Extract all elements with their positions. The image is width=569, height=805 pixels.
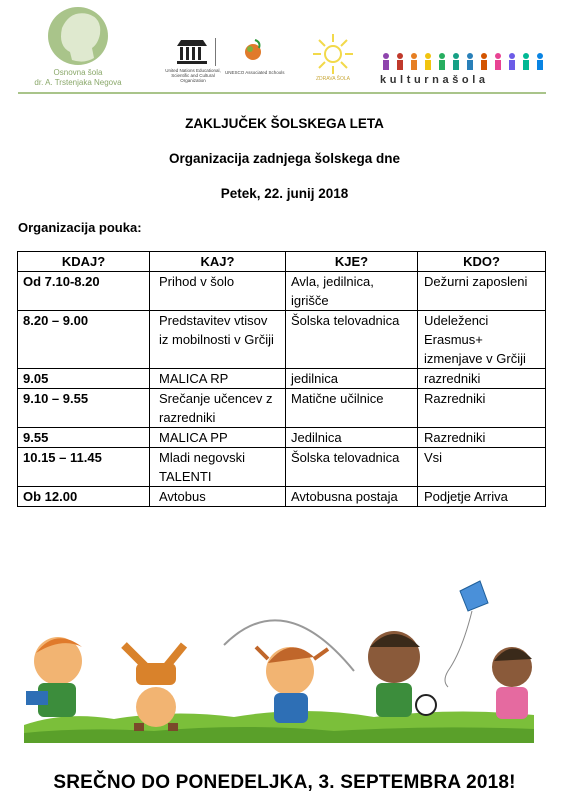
cell-who: razredniki (418, 369, 546, 389)
unesco-associated-text: UNESCO Associated Schools (225, 70, 285, 75)
people-row-icon (380, 52, 550, 72)
cell-who: Vsi (418, 448, 546, 487)
cell-activity: MALICA PP (150, 428, 286, 448)
sun-icon (308, 32, 358, 76)
header-kje: KJE? (286, 252, 418, 272)
cell-location: Jedilnica (286, 428, 418, 448)
table-row (18, 448, 546, 487)
section-label: Organizacija pouka: (18, 220, 142, 235)
kulturna-sola-text: kulturnašola (380, 74, 489, 86)
cell-who: Podjetje Arriva (418, 487, 546, 507)
cell-who: Udeleženci Erasmus+ izmenjave v Grčiji (418, 311, 546, 369)
event-date: Petek, 22. junij 2018 (220, 186, 349, 201)
cell-location: Matične učilnice (286, 389, 418, 428)
subtitle: Organizacija zadnjega šolskega dne (168, 151, 401, 166)
header-divider (18, 92, 546, 94)
header-logos (18, 6, 548, 92)
table-row (18, 389, 546, 428)
school-name-line2: dr. A. Trstenjaka Negova (34, 78, 122, 87)
cell-time: Od 7.10-8.20 (18, 272, 150, 311)
cell-who: Razredniki (418, 389, 546, 428)
cell-who: Dežurni zaposleni (418, 272, 546, 311)
kids-illustration-icon (24, 575, 534, 743)
cell-time: 10.15 – 11.45 (18, 448, 150, 487)
table-header-row (18, 252, 546, 272)
zdrava-sola-logo (308, 32, 358, 90)
cell-time: 9.10 – 9.55 (18, 389, 150, 428)
school-name-line1: Osnovna šola (53, 68, 103, 77)
table-row (18, 369, 546, 389)
schedule-table (17, 251, 546, 507)
header-kaj: KAJ? (150, 252, 286, 272)
children-playing-illustration (24, 575, 534, 743)
cell-location: Šolska telovadnica (286, 448, 418, 487)
cell-location: Avla, jedilnica, igrišče (286, 272, 418, 311)
unesco-text: United Nations Educational, Scientific and Cultural Organization (165, 68, 221, 83)
cell-time: Ob 12.00 (18, 487, 150, 507)
zdrava-sola-text: ZDRAVA ŠOLA (316, 76, 350, 82)
cell-activity: Prihod v šolo (150, 272, 286, 311)
main-title: ZAKLJUČEK ŠOLSKEGA LETA (185, 116, 384, 131)
cell-time: 8.20 – 9.00 (18, 311, 150, 369)
cell-location: Šolska telovadnica (286, 311, 418, 369)
cell-activity: Predstavitev vtisov iz mobilnosti v Grčiji (150, 311, 286, 369)
unesco-temple-icon (163, 36, 293, 68)
cell-activity: MALICA RP (150, 369, 286, 389)
cell-time: 9.05 (18, 369, 150, 389)
footer-message: SREČNO DO PONEDELJKA, 3. SEPTEMBRA 2018! (53, 772, 516, 793)
cell-activity: Mladi negovski TALENTI (150, 448, 286, 487)
header-kdo: KDO? (418, 252, 546, 272)
unesco-logo (163, 36, 293, 91)
table-row (18, 487, 546, 507)
school-logo (18, 6, 158, 92)
school-silhouette-icon (18, 6, 138, 68)
header-kdaj: KDAJ? (18, 252, 150, 272)
kulturna-sola-logo (380, 52, 550, 92)
cell-activity: Srečanje učencev z razredniki (150, 389, 286, 428)
cell-time: 9.55 (18, 428, 150, 448)
cell-activity: Avtobus (150, 487, 286, 507)
cell-who: Razredniki (418, 428, 546, 448)
cell-location: jedilnica (286, 369, 418, 389)
table-row (18, 311, 546, 369)
table-row (18, 272, 546, 311)
cell-location: Avtobusna postaja (286, 487, 418, 507)
table-row (18, 428, 546, 448)
